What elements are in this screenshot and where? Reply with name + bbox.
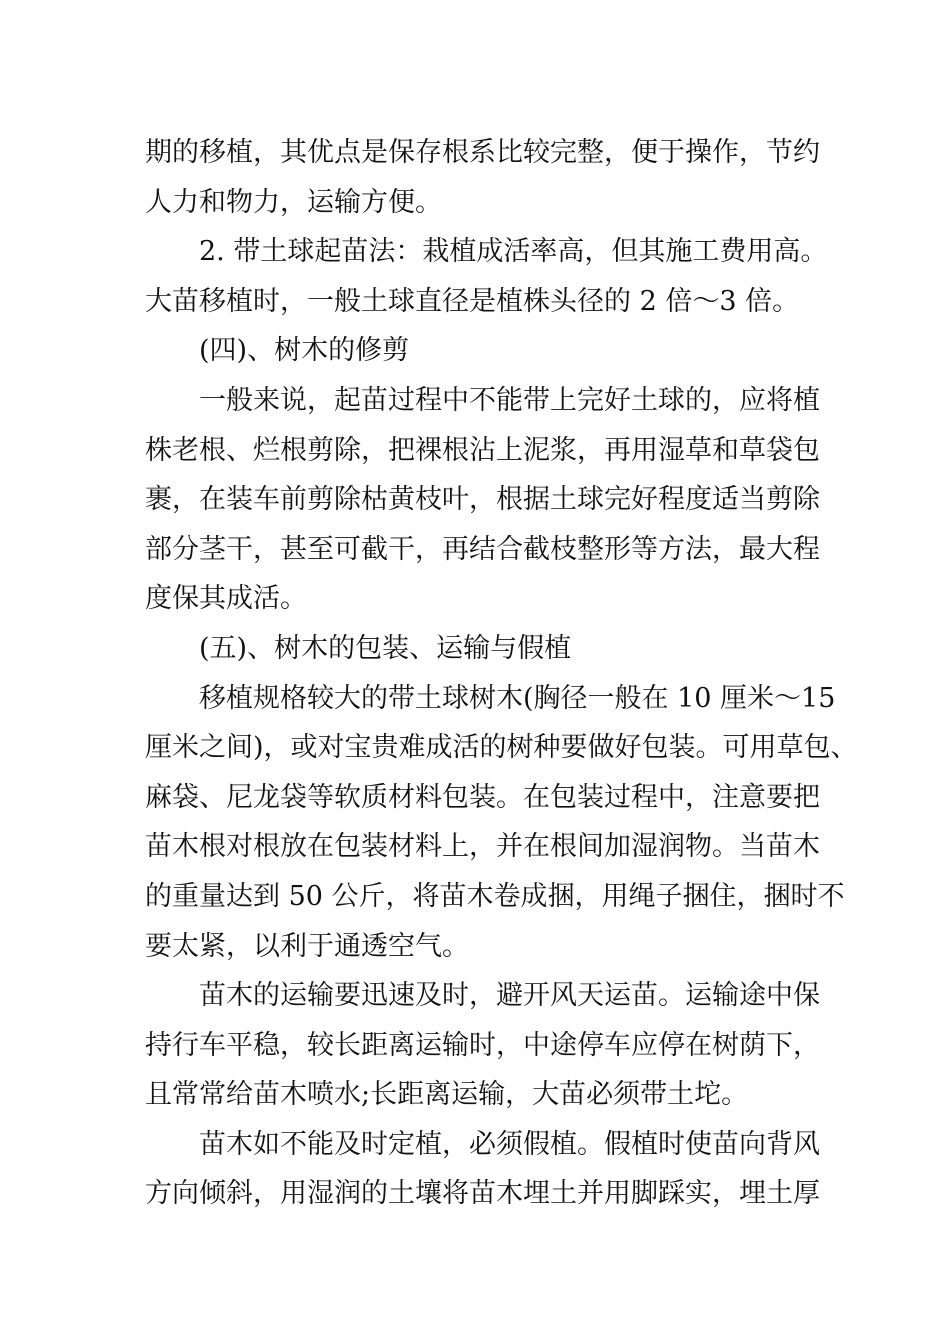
text-line: 裹，在装车前剪除枯黄枝叶，根据土球完好程度适当剪除 bbox=[145, 484, 820, 516]
text-line: 的重量达到 50 公斤，将苗木卷成捆，用绳子捆住，捆时不 bbox=[145, 880, 845, 912]
text-line: 要太紧，以利于通透空气。 bbox=[145, 930, 469, 962]
text-line: 麻袋、尼龙袋等软质材料包装。在包装过程中，注意要把 bbox=[145, 781, 820, 813]
section-heading: (五)、树木的包装、运输与假植 bbox=[199, 632, 572, 664]
text-line: 且常常给苗木喷水;长距离运输，大苗必须带土坨。 bbox=[145, 1079, 749, 1111]
text-line: 大苗移植时，一般土球直径是植株头径的 2 倍～3 倍。 bbox=[145, 285, 800, 317]
text-line: 部分茎干，甚至可截干，再结合截枝整形等方法，最大程 bbox=[145, 533, 820, 565]
text-line: 持行车平稳，较长距离运输时，中途停车应停在树荫下， bbox=[145, 1029, 820, 1061]
document-body bbox=[145, 128, 858, 1219]
text-line: 株老根、烂根剪除，把裸根沾上泥浆，再用湿草和草袋包 bbox=[145, 434, 820, 466]
text-line: 人力和物力，运输方便。 bbox=[145, 186, 442, 218]
text-line: 苗木根对根放在包装材料上，并在根间加湿润物。当苗木 bbox=[145, 831, 820, 863]
text-line: 厘米之间)，或对宝贵难成活的树种要做好包装。可用草包、 bbox=[145, 732, 858, 764]
text-line: 度保其成活。 bbox=[145, 583, 307, 615]
section-heading: (四)、树木的修剪 bbox=[199, 335, 410, 367]
text-line: 2. 带土球起苗法：栽植成活率高，但其施工费用高。 bbox=[199, 236, 828, 268]
text-line: 一般来说，起苗过程中不能带上完好土球的，应将植 bbox=[199, 384, 820, 416]
text-line: 方向倾斜，用湿润的土壤将苗木埋土并用脚踩实，埋土厚 bbox=[145, 1178, 820, 1210]
text-line: 苗木的运输要迅速及时，避开风天运苗。运输途中保 bbox=[199, 980, 820, 1012]
text-line: 期的移植，其优点是保存根系比较完整，便于操作，节约 bbox=[145, 137, 820, 168]
text-line: 移植规格较大的带土球树木(胸径一般在 10 厘米～15 bbox=[199, 682, 836, 714]
text-line: 苗木如不能及时定植，必须假植。假植时使苗向背风 bbox=[199, 1128, 820, 1160]
